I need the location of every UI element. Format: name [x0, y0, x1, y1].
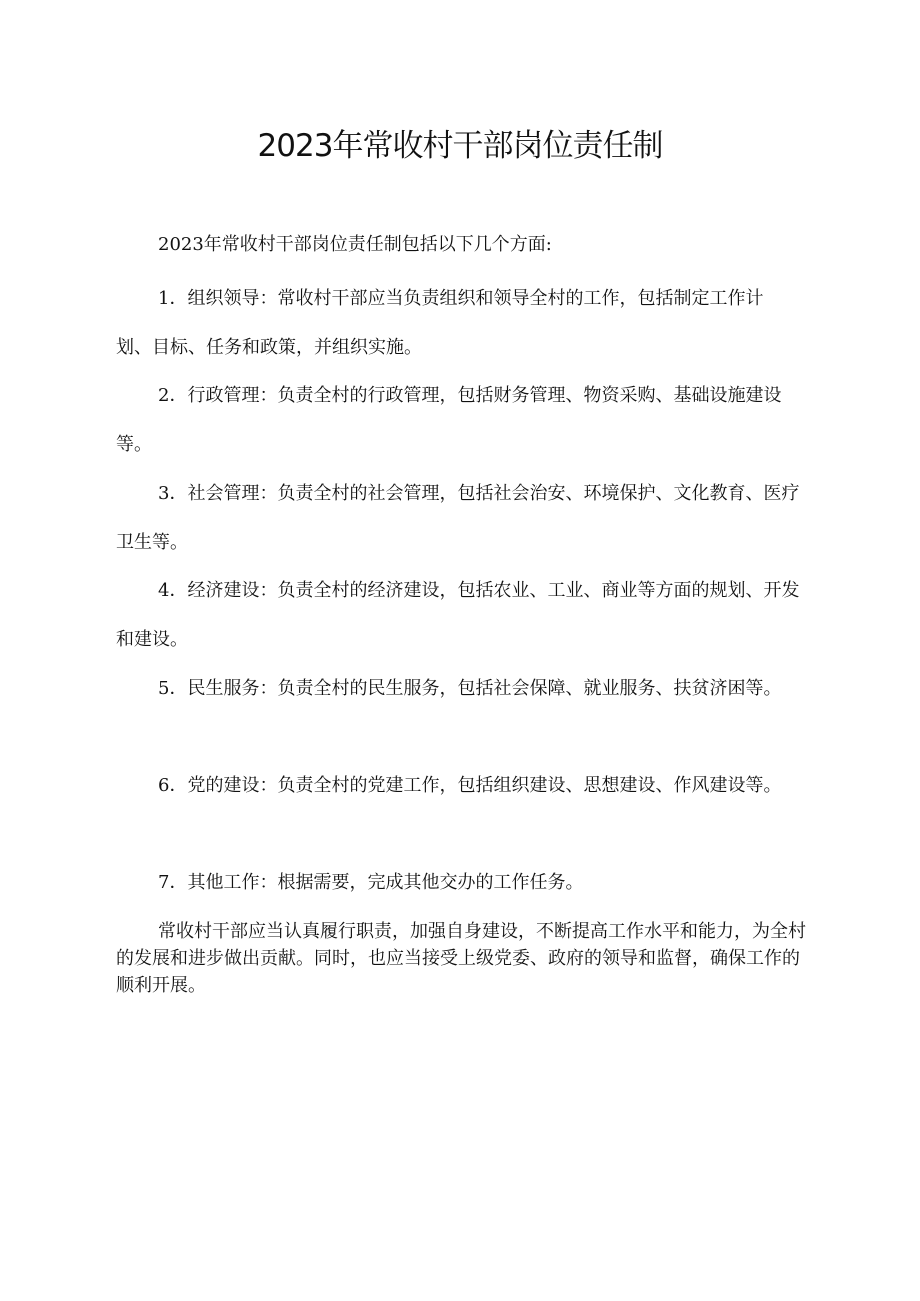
list-item-economic-construction: 4．经济建设：负责全村的经济建设，包括农业、工业、商业等方面的规划、开发和建设。 — [116, 580, 800, 650]
document-title: 2023年常收村干部岗位责任制 — [257, 128, 663, 164]
list-item-party-building: 6．党的建设：负责全村的党建工作，包括组织建设、思想建设、作风建设等。 — [158, 775, 782, 796]
list-item-organization-leadership: 1．组织领导：常收村干部应当负责组织和领导全村的工作，包括制定工作计划、目标、任务和政策，并组织实施。 — [116, 288, 764, 358]
list-item-social-management: 3．社会管理：负责全村的社会管理，包括社会治安、环境保护、文化教育、医疗卫生等。 — [116, 483, 800, 553]
closing-paragraph: 常收村干部应当认真履行职责，加强自身建设，不断提高工作水平和能力，为全村的发展和进步做出贡献。同时，也应当接受上级党委、政府的领导和监督，确保工作的顺利开展。 — [116, 921, 806, 996]
list-item-livelihood-services: 5．民生服务：负责全村的民生服务，包括社会保障、就业服务、扶贫济困等。 — [158, 678, 782, 699]
intro-paragraph: 2023年常收村干部岗位责任制包括以下几个方面: — [158, 234, 552, 255]
list-item-administrative-management: 2．行政管理：负责全村的行政管理，包括财务管理、物资采购、基础设施建设等。 — [116, 385, 782, 455]
list-item-other-work: 7．其他工作：根据需要，完成其他交办的工作任务。 — [158, 872, 584, 893]
